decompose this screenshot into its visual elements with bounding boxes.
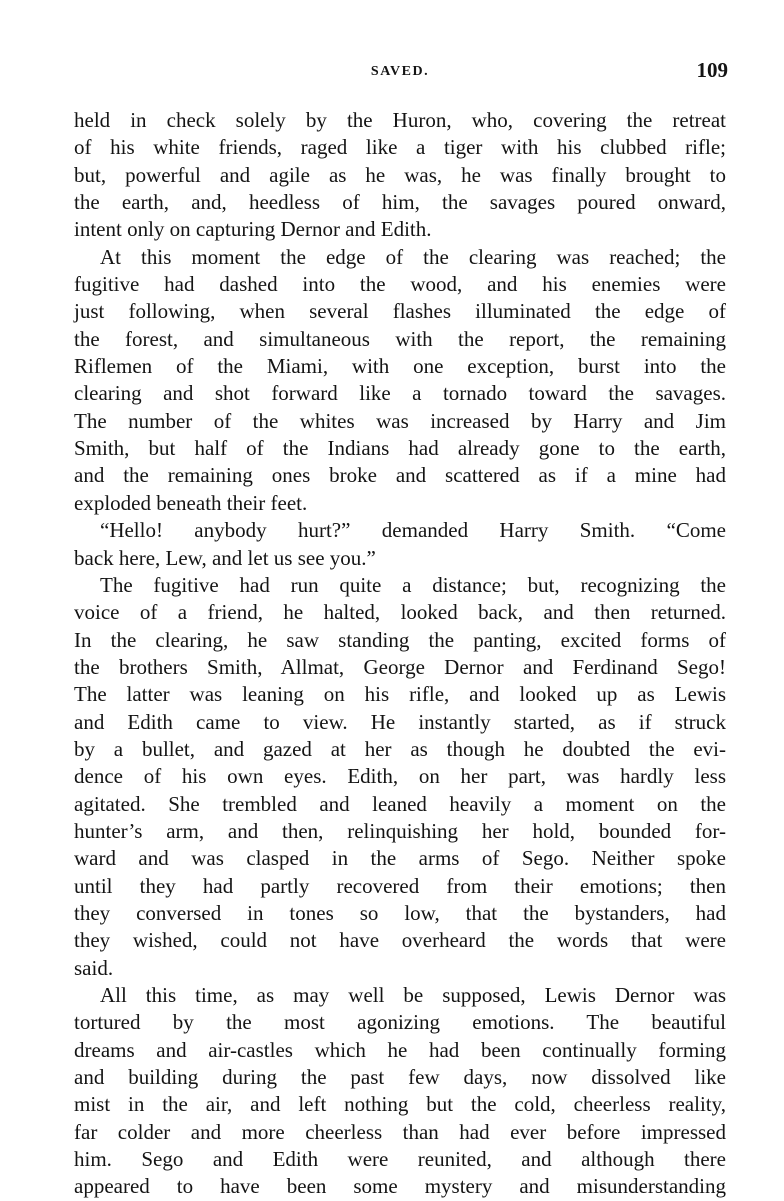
text-line: and Edith came to view. He instantly started, as if struck — [74, 709, 726, 734]
running-title: SAVED. — [370, 64, 430, 79]
text-line: Riflemen of the Miami, with one exception, burst into the — [74, 354, 726, 379]
text-line: appeared to have been some mystery and misunderstanding — [74, 1174, 726, 1199]
text-line: The number of the whites was increased by Harry and Jim — [74, 408, 726, 433]
text-line: far colder and more cheerless than had ever before impressed — [74, 1119, 726, 1144]
text-line: All this time, as may well be supposed, Lewis Dernor was — [100, 983, 726, 1007]
text-line: mist in the air, and left nothing but the cold, cheerless reality, — [74, 1092, 726, 1117]
text-line: but, powerful and agile as he was, he was finally brought to — [74, 162, 726, 187]
text-line: fugitive had dashed into the wood, and his enemies were — [74, 272, 726, 297]
text-line: just following, when several flashes illuminated the edge of — [74, 299, 726, 324]
text-line: exploded beneath their feet. — [74, 490, 308, 515]
text-line: agitated. She trembled and leaned heavily a moment on the — [74, 791, 726, 816]
text-line: ward and was clasped in the arms of Sego. Neither spoke — [74, 846, 726, 871]
running-head — [74, 58, 726, 88]
text-line: The fugitive had run quite a distance; but, recognizing the — [100, 572, 726, 597]
page-number: 109 — [696, 58, 728, 82]
body-text — [74, 107, 726, 1201]
text-line: tortured by the most agonizing emotions. The beautiful — [74, 1010, 726, 1035]
text-line: and the remaining ones broke and scattered as if a mine had — [74, 463, 726, 488]
text-line: clearing and shot forward like a tornado toward the savages. — [74, 381, 726, 406]
text-line: of his white friends, raged like a tiger with his clubbed rifle; — [74, 135, 726, 160]
text-line: dreams and air-castles which he had been continually forming — [74, 1037, 726, 1062]
text-line: hunter’s arm, and then, relinquishing her hold, bounded for- — [74, 818, 726, 843]
text-line: At this moment the edge of the clearing was reached; the — [100, 244, 726, 269]
text-line: the brothers Smith, Allmat, George Dernor and Ferdinand Sego! — [74, 654, 726, 679]
text-line: In the clearing, he saw standing the panting, excited forms of — [74, 627, 726, 652]
text-line: by a bullet, and gazed at her as though he doubted the evi- — [74, 736, 726, 761]
text-line: the forest, and simultaneous with the report, the remaining — [74, 326, 726, 351]
text-line: him. Sego and Edith were reunited, and although there — [74, 1147, 726, 1172]
text-line: held in check solely by the Huron, who, covering the retreat — [74, 108, 726, 132]
text-line: they wished, could not have overheard the words that were — [74, 928, 726, 953]
text-line: intent only on capturing Dernor and Edith. — [74, 217, 432, 242]
text-line: voice of a friend, he halted, looked back, and then returned. — [74, 600, 726, 625]
text-line: The latter was leaning on his rifle, and looked up as Lewis — [74, 682, 726, 707]
text-line: “Hello! anybody hurt?” demanded Harry Smith. “Come — [100, 518, 726, 543]
text-line: until they had partly recovered from their emotions; then — [74, 873, 726, 898]
text-line: Smith, but half of the Indians had already gone to the earth, — [74, 436, 726, 461]
text-line: and building during the past few days, now dissolved like — [74, 1065, 726, 1090]
text-line: back here, Lew, and let us see you.” — [74, 545, 376, 570]
text-line: they conversed in tones so low, that the bystanders, had — [74, 900, 726, 925]
text-line: dence of his own eyes. Edith, on her part, was hardly less — [74, 764, 726, 789]
text-line: the earth, and, heedless of him, the savages poured onward, — [74, 190, 726, 215]
text-line: said. — [74, 955, 114, 980]
